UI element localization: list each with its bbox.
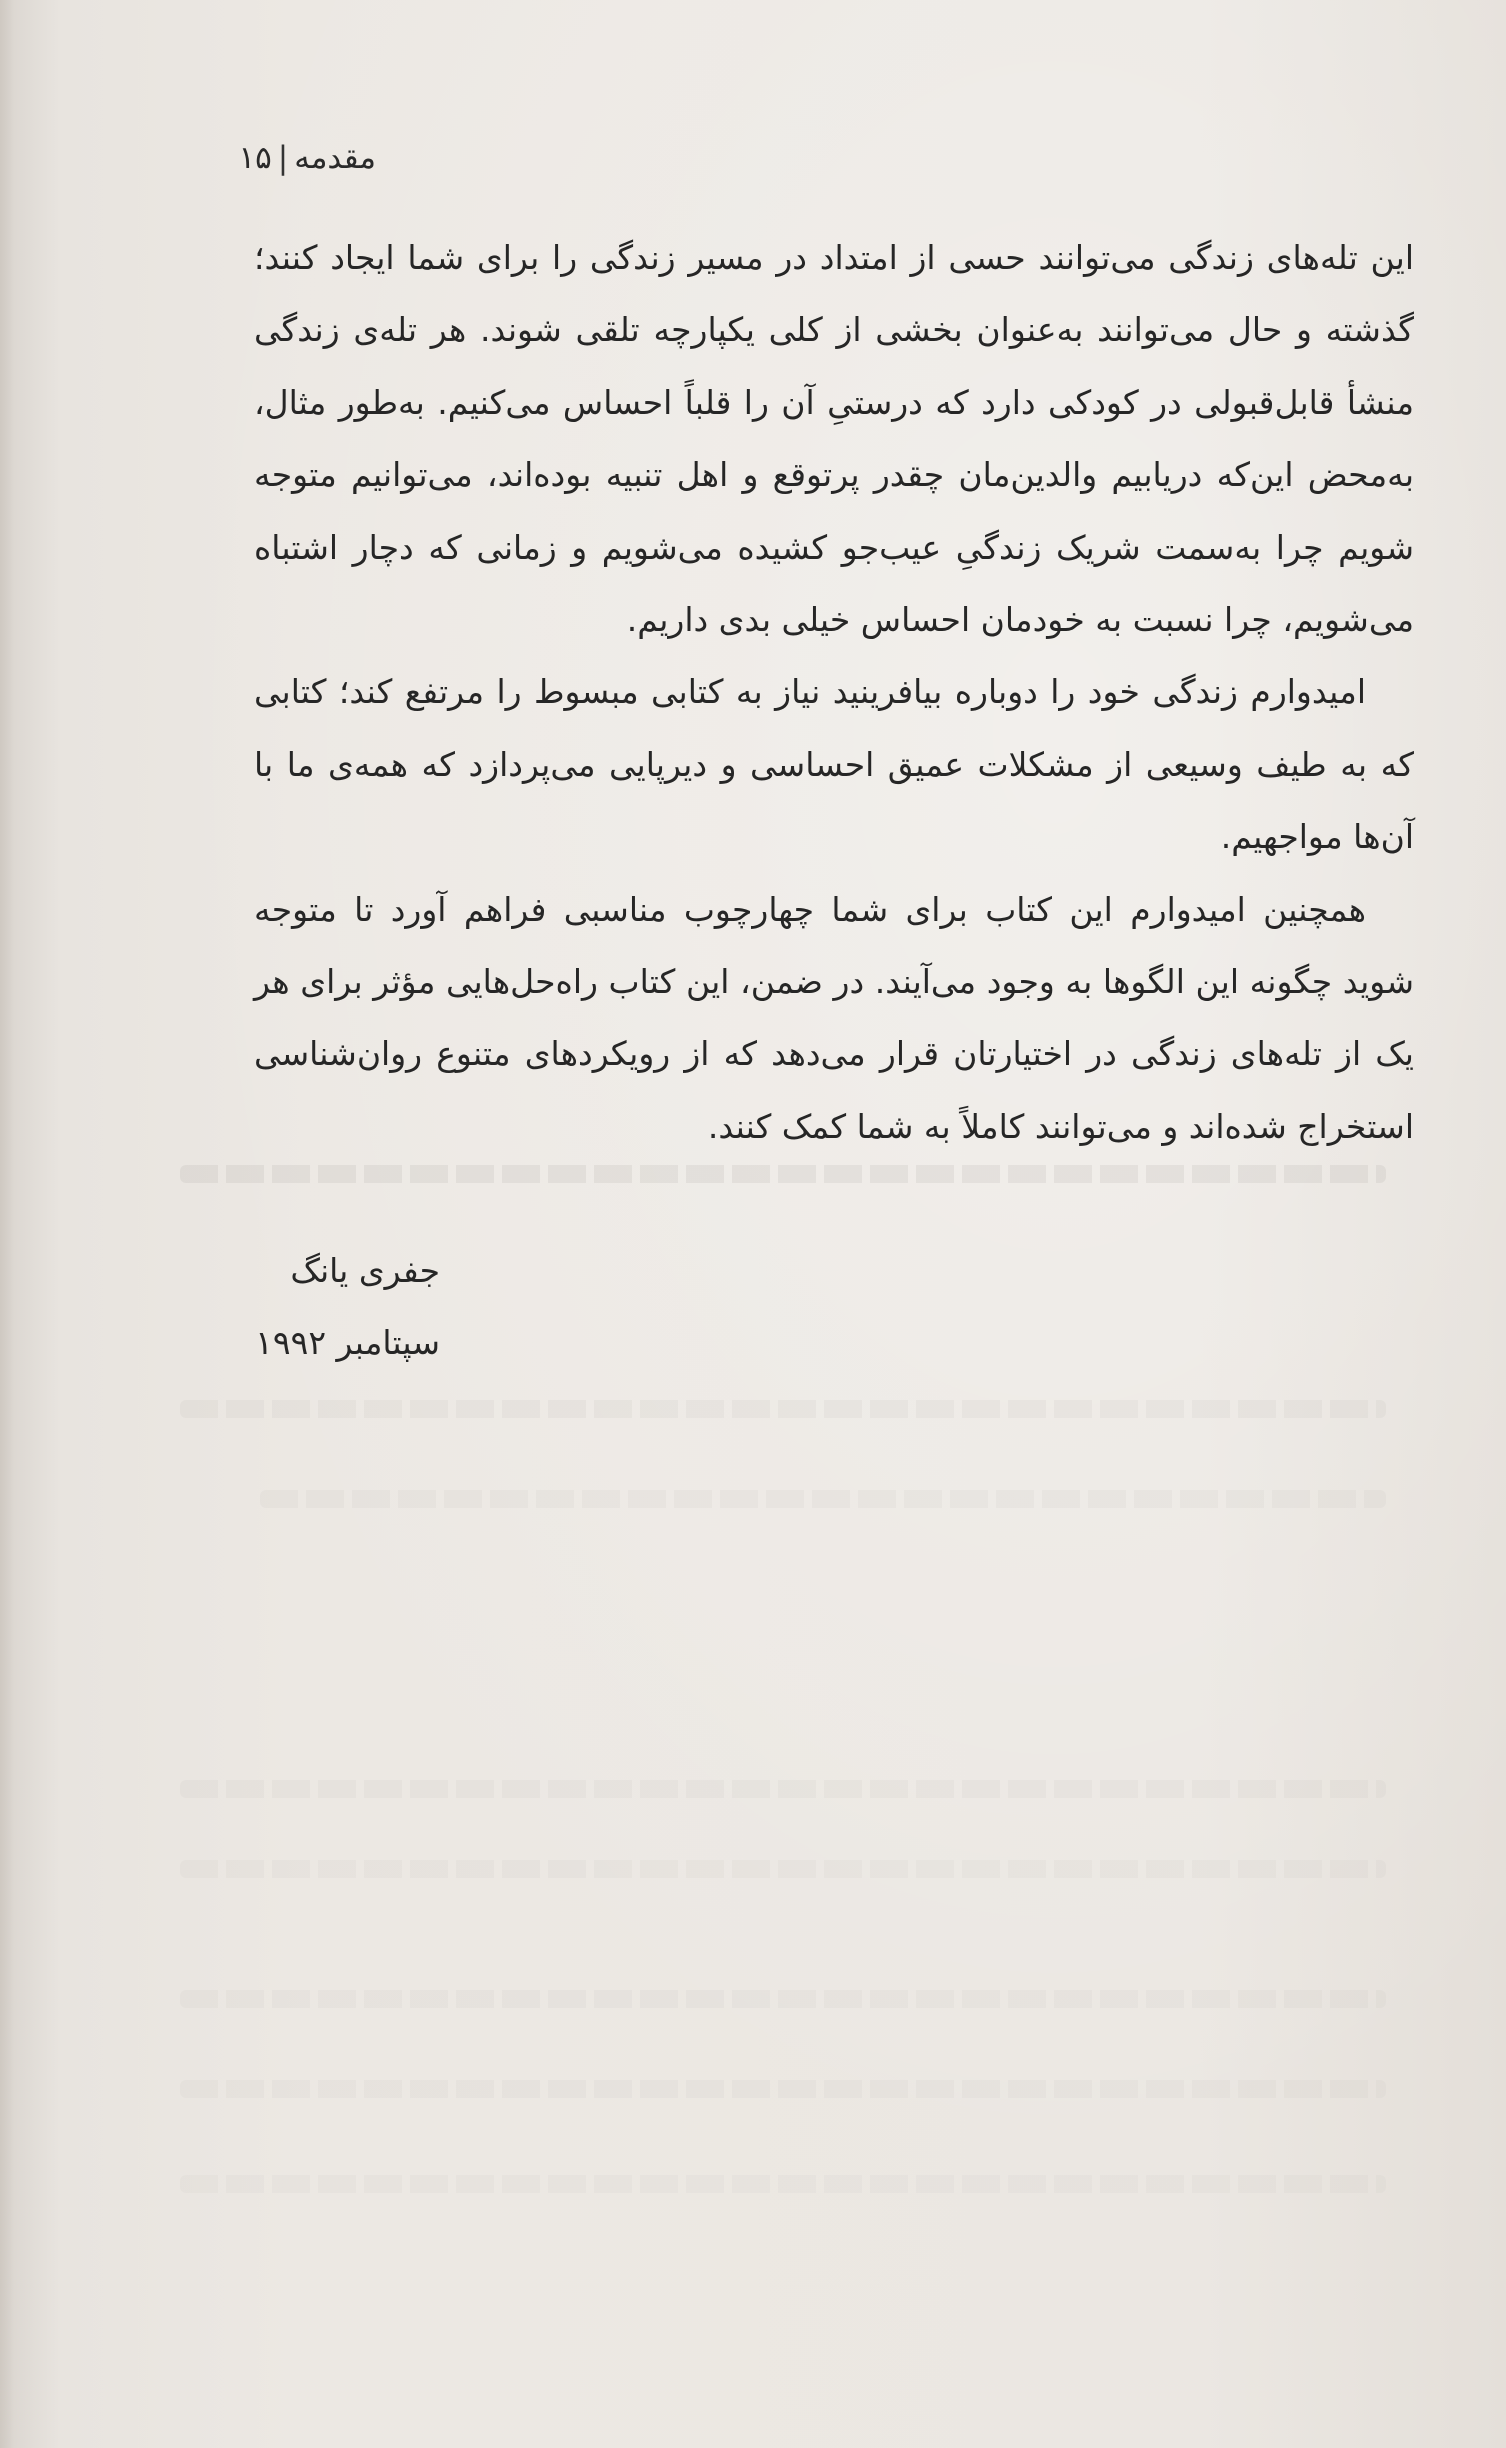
page-number: ۱۵ (238, 140, 272, 176)
signature-date: سپتامبر ۱۹۹۲ (255, 1323, 440, 1362)
show-through-line (180, 2080, 1386, 2098)
show-through-line (180, 1165, 1386, 1183)
header-separator: | (277, 140, 289, 176)
show-through-line (180, 2175, 1386, 2193)
show-through-line (180, 1400, 1386, 1418)
section-title: مقدمه (294, 140, 376, 176)
paragraph-3: همچنین امیدوارم این کتاب برای شما چهارچوب مناسبی فراهم آورد تا متوجه شوید چگونه این الگوها به وجود می‌آیند. در ضمن، این کتاب راه‌حل‌هایی مؤثر برای هر یک از تله‌های زندگی در اختیارتان قرار می‌دهد که از رویکردهای متنوع روان‌شناسی استخراج شده‌اند و می‌توانند کاملاً به شما کمک کنند. (254, 889, 1414, 1146)
paragraph-1: این تله‌های زندگی می‌توانند حسی از امتداد در مسیر زندگی را برای شما ایجاد کنند؛ گذشته و حال می‌توانند به‌عنوان بخشی از کلی یکپارچه تلقی شوند. هر تله‌ی زندگی منشأ قابل‌قبولی در کودکی دارد که درستیِ آن را قلباً احساس می‌کنیم. به‌طور مثال، به‌محض این‌که دریابیم والدین‌مان چقدر پرتوقع و اهل تنبیه بوده‌اند، می‌توانیم متوجه شویم چرا به‌سمت شریک زندگیِ عیب‌جو کشیده می‌شویم و زمانی که دچار اشتباه می‌شویم، چرا نسبت به خودمان احساس خیلی بدی داریم. (254, 238, 1414, 640)
author-name: جفری یانگ (290, 1251, 440, 1290)
paragraph-2: امیدوارم زندگی خود را دوباره بیافرینید نیاز به کتابی مبسوط را مرتفع کند؛ کتابی که به طیف وسیعی از مشکلات عمیق احساسی و دیرپایی می‌پردازد که همه‌ی ما با آن‌ها مواجهیم. (254, 672, 1414, 857)
show-through-line (180, 1780, 1386, 1798)
running-header (196, 140, 376, 176)
show-through-line (260, 1490, 1386, 1508)
show-through-line (180, 1990, 1386, 2008)
show-through-line (180, 1860, 1386, 1878)
page-binding-shadow (0, 0, 14, 2448)
signature-block (255, 1235, 440, 1379)
body-text (254, 222, 1414, 1163)
